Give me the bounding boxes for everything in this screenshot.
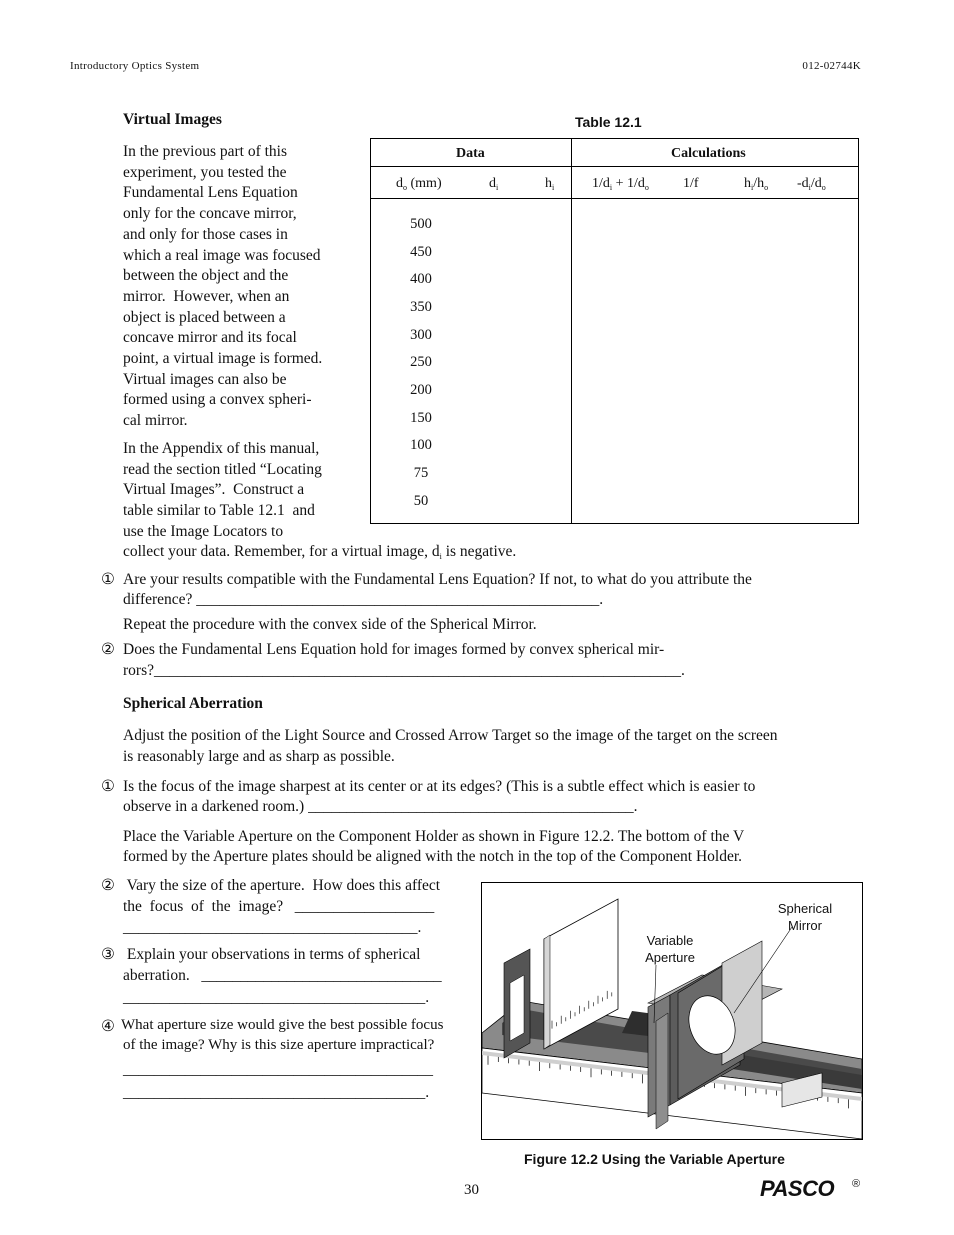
- paragraph-line: Virtual Images”. Construct a: [123, 481, 305, 499]
- table-group-calculations: Calculations: [671, 146, 746, 161]
- spherical-question-4-line-3: ________________________________________: [123, 1061, 433, 1078]
- column-hi: $h_i$: [545, 176, 555, 192]
- column-do: $d_o$ (mm): [396, 176, 442, 192]
- paragraph-line: table similar to Table 12.1 and: [123, 502, 315, 520]
- figure-caption: Figure 12.2 Using the Variable Aperture: [524, 1151, 785, 1167]
- paragraph-line: Fundamental Lens Equation: [123, 184, 298, 202]
- spherical-question-4-line-4: _______________________________________.: [123, 1084, 430, 1101]
- table-cell-do: 500: [410, 216, 432, 232]
- section-heading-spherical-aberration: Spherical Aberration: [123, 695, 263, 712]
- spherical-paragraph-1-line-1: Adjust the position of the Light Source and Crossed Arrow Target so the image of the target on the screen: [123, 727, 778, 744]
- table-cell-do: 250: [410, 354, 432, 370]
- question-1-line-2: difference? ____________________________________________________.: [123, 591, 604, 608]
- table-cell-do: 350: [410, 299, 432, 315]
- virtual-images-paragraph-1: [123, 142, 353, 432]
- column-inverse-sum: $1/d_i + 1/d_o$: [592, 176, 649, 192]
- paragraph-line: point, a virtual image is formed.: [123, 350, 323, 368]
- table-cell-do: 300: [410, 327, 432, 343]
- table-cell-do: 200: [410, 382, 432, 398]
- column-height-ratio: $h_i/h_o$: [744, 176, 769, 192]
- paragraph-line: experiment, you tested the: [123, 163, 287, 181]
- page-number: 30: [464, 1182, 479, 1198]
- paragraph-line: between the object and the: [123, 267, 289, 285]
- spherical-question-2-line-3: ______________________________________.: [123, 919, 422, 936]
- question-2-line-2: rors?____________________________________________________________________.: [123, 662, 685, 679]
- paragraph-line: use the Image Locators to: [123, 522, 284, 540]
- registered-mark: ®: [852, 1178, 861, 1190]
- virtual-images-paragraph-2: [123, 439, 353, 543]
- column-distance-ratio: $-d_i/d_o$: [797, 176, 826, 192]
- paragraph-line: which a real image was focused: [123, 246, 321, 264]
- question-2-line-1: Does the Fundamental Lens Equation hold for images formed by convex spherical mir-: [123, 641, 665, 658]
- spherical-question-3-marker: ③: [101, 946, 115, 963]
- virtual-images-last-line: collect your data. Remember, for a virtual image, $d_i$ is negative.: [123, 543, 517, 561]
- repeat-instruction: Repeat the procedure with the convex side of the Spherical Mirror.: [123, 616, 537, 633]
- question-1-line-1: Are your results compatible with the Fundamental Lens Equation? If not, to what do you attribute the: [123, 571, 752, 588]
- paragraph-line: concave mirror and its focal: [123, 329, 297, 347]
- paragraph-line: In the previous part of this: [123, 143, 288, 160]
- label-variable-aperture: Variable Aperture: [645, 933, 695, 965]
- column-di: $d_i$: [489, 176, 499, 192]
- spherical-question-1-line-1: Is the focus of the image sharpest at its center or at its edges? (This is a subtle effect which is easier to: [123, 778, 756, 795]
- paragraph-line: only for the concave mirror,: [123, 205, 297, 223]
- spherical-question-2-line-1: Vary the size of the aperture. How does this affect: [123, 877, 441, 894]
- spherical-question-4-line-2: of the image? Why is this size aperture impractical?: [123, 1037, 435, 1053]
- paragraph-line: mirror. However, when an: [123, 287, 290, 305]
- table-group-data: Data: [456, 146, 485, 161]
- data-table: [370, 138, 859, 524]
- paragraph-line: formed using a convex spheri-: [123, 391, 312, 409]
- label-spherical-mirror: Spherical Mirror: [777, 901, 833, 933]
- spherical-question-3-line-2: aberration. _______________________________: [123, 967, 442, 984]
- spherical-question-1-marker: ①: [101, 778, 115, 795]
- paragraph-line: Virtual images can also be: [123, 370, 287, 388]
- spherical-question-4-marker: ④: [101, 1018, 115, 1035]
- table-cell-do: 400: [410, 271, 432, 287]
- paragraph-line: cal mirror.: [123, 412, 188, 430]
- spherical-question-2-line-2: the focus of the image? __________________: [123, 898, 435, 915]
- pasco-logo: PASCO: [760, 1176, 835, 1201]
- table-title: Table 12.1: [575, 114, 642, 130]
- section-heading-virtual-images: Virtual Images: [123, 111, 222, 128]
- spherical-question-4-line-1: What aperture size would give the best possible focus: [121, 1017, 444, 1033]
- spherical-question-3-line-3: _______________________________________.: [123, 989, 430, 1006]
- spherical-question-2-marker: ②: [101, 877, 115, 894]
- question-2-marker: ②: [101, 641, 115, 658]
- table-cell-do: 150: [410, 410, 432, 426]
- table-cell-do: 100: [410, 437, 432, 453]
- paragraph-line: object is placed between a: [123, 308, 286, 326]
- spherical-paragraph-1-line-2: is reasonably large and as sharp as possible.: [123, 748, 395, 765]
- header-title: Introductory Optics System: [70, 60, 200, 72]
- spherical-question-1-line-2: observe in a darkened room.) __________________________________________.: [123, 798, 638, 815]
- spherical-question-3-line-1: Explain your observations in terms of spherical: [123, 946, 421, 963]
- paragraph-line: and only for those cases in: [123, 225, 288, 243]
- column-inverse-f: 1/f: [683, 176, 699, 191]
- table-cell-do: 450: [410, 244, 432, 260]
- table-cell-do: 50: [413, 493, 429, 509]
- spherical-paragraph-2-line-1: Place the Variable Aperture on the Component Holder as shown in Figure 12.2. The bottom of the V: [123, 828, 745, 845]
- table-cell-do: 75: [413, 465, 429, 481]
- header-doc-number: 012-02744K: [802, 60, 861, 72]
- paragraph-line: read the section titled “Locating: [123, 460, 322, 478]
- spherical-paragraph-2-line-2: formed by the Aperture plates should be aligned with the notch in the top of the Component Holder.: [123, 848, 743, 865]
- paragraph-line: In the Appendix of this manual,: [123, 440, 320, 457]
- question-1-marker: ①: [101, 571, 115, 588]
